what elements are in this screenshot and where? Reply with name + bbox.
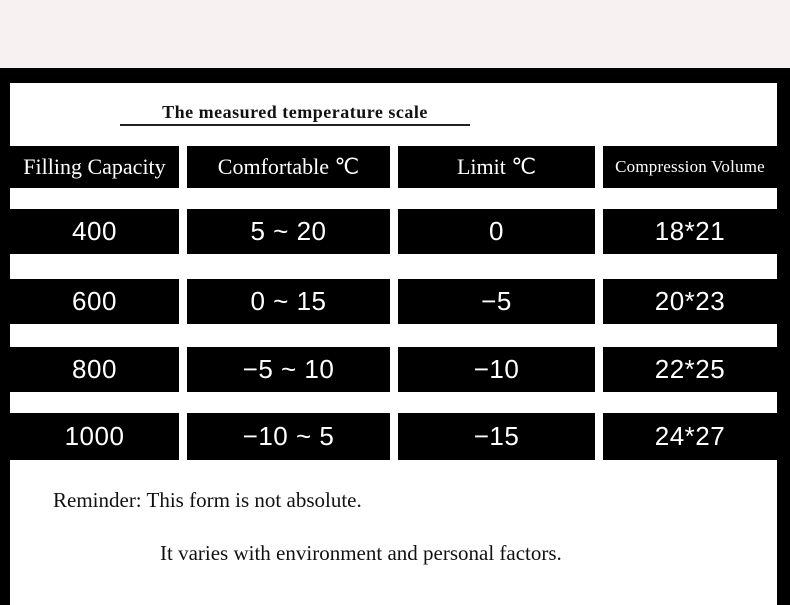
cell-limit: −5 bbox=[398, 279, 595, 324]
header-limit: Limit ℃ bbox=[398, 146, 595, 188]
cell-compression-volume: 22*25 bbox=[603, 347, 777, 392]
header-compression-volume: Compression Volume bbox=[603, 146, 777, 188]
cell-compression-volume: 20*23 bbox=[603, 279, 777, 324]
cell-compression-volume: 24*27 bbox=[603, 413, 777, 460]
cell-comfortable: −10 ~ 5 bbox=[187, 413, 390, 460]
cell-limit: −10 bbox=[398, 347, 595, 392]
table-title: The measured temperature scale bbox=[162, 102, 428, 122]
title-underline bbox=[120, 124, 470, 126]
cell-filling-capacity: 600 bbox=[10, 279, 179, 324]
reminder-detail-text: It varies with environment and personal factors. bbox=[160, 541, 562, 565]
cell-filling-capacity: 800 bbox=[10, 347, 179, 392]
cell-limit: 0 bbox=[398, 209, 595, 254]
cell-filling-capacity: 1000 bbox=[10, 413, 179, 460]
cell-comfortable: 5 ~ 20 bbox=[187, 209, 390, 254]
header-filling-capacity: Filling Capacity bbox=[10, 146, 179, 188]
cell-comfortable: −5 ~ 10 bbox=[187, 347, 390, 392]
cell-compression-volume: 18*21 bbox=[603, 209, 777, 254]
cell-comfortable: 0 ~ 15 bbox=[187, 279, 390, 324]
cell-filling-capacity: 400 bbox=[10, 209, 179, 254]
cell-limit: −15 bbox=[398, 413, 595, 460]
header-comfortable: Comfortable ℃ bbox=[187, 146, 390, 188]
reminder-text: Reminder: This form is not absolute. bbox=[53, 488, 362, 512]
